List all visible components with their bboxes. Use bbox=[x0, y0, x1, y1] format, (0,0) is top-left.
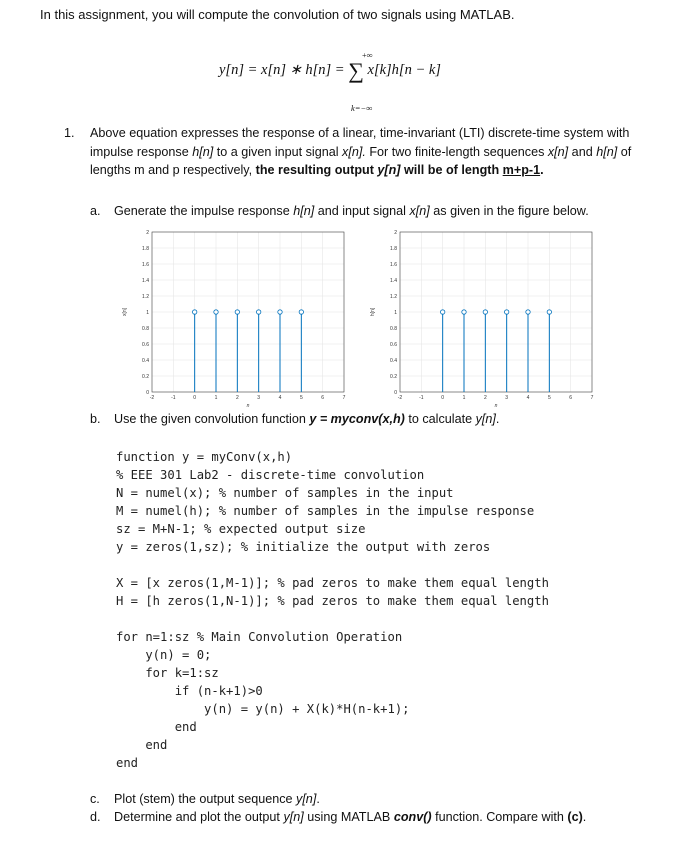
matlab-code-listing: function y = myConv(x,h) % EEE 301 Lab2 - discrete-time convolution N = numel(x); % number of samples in the input M = numel(h); % number of samples in the impulse response sz = M+N-1; % expected output size y = zeros(1,sz); % initialize the output with zeros X = [x zeros(1,M-1)]; % pad zeros to make them equal length H = [h zeros(1,N-1)]; % pad zeros to make them equal length for n=1:sz % Main Convolution Operation y(n) = 0; for k=1:sz if (n-k+1)>0 y(n) = y(n) + X(k)*H(n-k+1); end end end bbox=[116, 450, 549, 770]
y-tick-label: 0.4 bbox=[390, 358, 397, 364]
convolution-equation bbox=[219, 58, 441, 84]
x-tick-label: 7 bbox=[342, 395, 346, 401]
y-tick-label: 0 bbox=[146, 390, 149, 396]
x-tick-label: 0 bbox=[441, 395, 445, 401]
y-tick-label: 0.6 bbox=[142, 342, 149, 348]
question-1c: c. Plot (stem) the output sequence y[n]. bbox=[90, 792, 320, 806]
x-tick-label: 2 bbox=[483, 395, 487, 401]
question-1b: b. Use the given convolution function y = myconv(x,h) to calculate y[n]. bbox=[90, 412, 500, 426]
y-tick-label: 1 bbox=[146, 310, 149, 316]
x-tick-label: -2 bbox=[149, 395, 155, 401]
stem-marker bbox=[462, 310, 466, 314]
x-tick-label: 5 bbox=[547, 395, 551, 401]
sigma-symbol: ∑ bbox=[348, 58, 364, 83]
stem-marker bbox=[526, 310, 530, 314]
stem-marker bbox=[256, 310, 260, 314]
y-tick-label: 1.8 bbox=[142, 246, 149, 252]
intro-text: In this assignment, you will compute the convolution of two signals using MATLAB. bbox=[40, 7, 515, 22]
y-tick-label: 0.2 bbox=[142, 374, 149, 380]
y-tick-label: 1.4 bbox=[142, 278, 149, 284]
question-1c-label: c. bbox=[90, 792, 100, 806]
y-tick-label: 1.6 bbox=[390, 262, 397, 268]
y-tick-label: 0 bbox=[394, 390, 397, 396]
x-tick-label: 2 bbox=[235, 395, 239, 401]
x-tick-label: 4 bbox=[278, 395, 282, 401]
equation-lhs: y[n] = x[n] ∗ h[n] = bbox=[219, 62, 345, 78]
y-tick-label: 0.2 bbox=[390, 374, 397, 380]
x-tick-label: 3 bbox=[257, 395, 261, 401]
x-tick-label: 6 bbox=[569, 395, 573, 401]
y-axis-label: x[n] bbox=[122, 307, 128, 317]
stem-marker bbox=[214, 310, 218, 314]
x-axis-label: n bbox=[246, 403, 250, 408]
y-tick-label: 1 bbox=[394, 310, 397, 316]
y-tick-label: 2 bbox=[146, 230, 149, 236]
y-tick-label: 1.6 bbox=[142, 262, 149, 268]
x-tick-label: 5 bbox=[299, 395, 303, 401]
x-tick-label: 3 bbox=[505, 395, 509, 401]
stem-marker bbox=[440, 310, 444, 314]
question-1d-label: d. bbox=[90, 810, 101, 824]
x-axis-label: n bbox=[494, 403, 498, 408]
stem-marker bbox=[483, 310, 487, 314]
question-1d: d. Determine and plot the output y[n] using MATLAB conv() function. Compare with (c). bbox=[90, 810, 587, 824]
x-tick-label: -2 bbox=[397, 395, 403, 401]
y-axis-label: h[n] bbox=[370, 307, 376, 317]
question-1b-label: b. bbox=[90, 412, 101, 426]
x-tick-label: 4 bbox=[526, 395, 530, 401]
y-tick-label: 0.4 bbox=[142, 358, 149, 364]
sum-upper-limit: +∞ bbox=[362, 50, 373, 60]
question-1a-label: a. bbox=[90, 204, 101, 218]
y-tick-label: 1.2 bbox=[390, 294, 397, 300]
y-tick-label: 0.8 bbox=[390, 326, 397, 332]
sum-lower-limit: k=−∞ bbox=[351, 103, 373, 113]
y-tick-label: 0.8 bbox=[142, 326, 149, 332]
question-1-text: Above equation expresses the response of a linear, time-invariant (LTI) discrete-time system with impulse response h[n] to a given input signal x[n]. For two finite-length sequences x[n] and h[n] of lengths m and p respectively, the resulting output y[n] will be of length m+p-1. bbox=[90, 126, 632, 178]
question-1a: a. Generate the impulse response h[n] and input signal x[n] as given in the figure below. bbox=[90, 204, 589, 218]
y-tick-label: 1.8 bbox=[390, 246, 397, 252]
question-1-number: 1. bbox=[64, 126, 75, 140]
y-tick-label: 1.4 bbox=[390, 278, 397, 284]
x-tick-label: 6 bbox=[321, 395, 325, 401]
y-tick-label: 1.2 bbox=[142, 294, 149, 300]
stem-marker bbox=[192, 310, 196, 314]
x-stem-plot bbox=[116, 226, 351, 408]
h-stem-plot bbox=[364, 226, 599, 408]
stem-marker bbox=[547, 310, 551, 314]
y-tick-label: 2 bbox=[394, 230, 397, 236]
stem-marker bbox=[235, 310, 239, 314]
x-tick-label: 1 bbox=[214, 395, 218, 401]
x-tick-label: -1 bbox=[419, 395, 424, 401]
stem-marker bbox=[278, 310, 282, 314]
x-tick-label: 7 bbox=[590, 395, 594, 401]
x-tick-label: -1 bbox=[171, 395, 176, 401]
question-1 bbox=[64, 124, 664, 180]
stem-marker bbox=[504, 310, 508, 314]
stem-marker bbox=[299, 310, 303, 314]
y-tick-label: 0.6 bbox=[390, 342, 397, 348]
x-tick-label: 0 bbox=[193, 395, 197, 401]
equation-rhs: x[k]h[n − k] bbox=[367, 62, 441, 78]
x-tick-label: 1 bbox=[462, 395, 466, 401]
